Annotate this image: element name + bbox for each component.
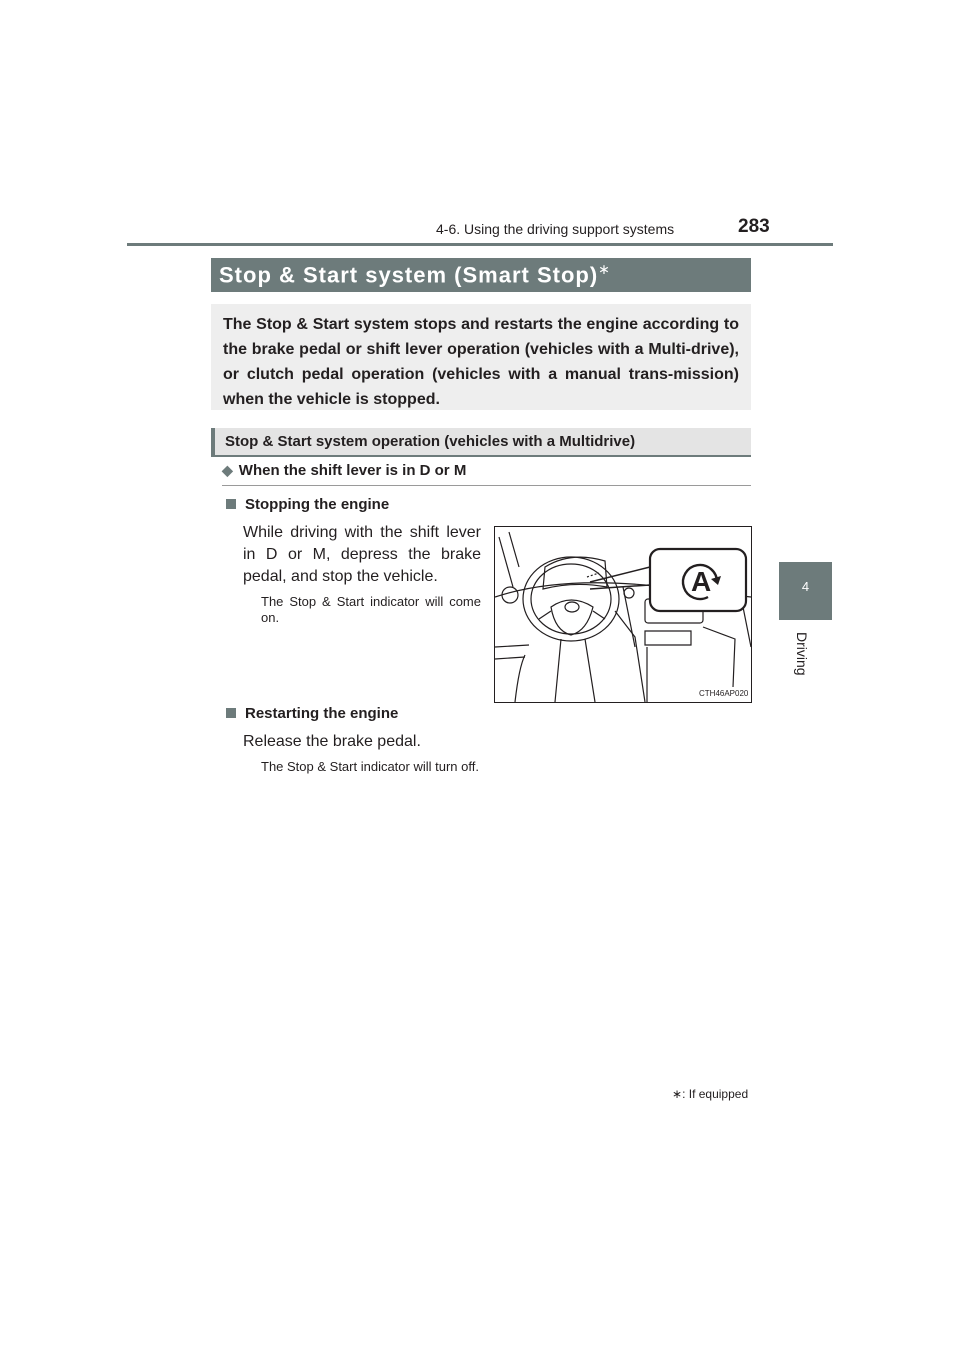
item-body-restarting: Release the brake pedal. xyxy=(243,733,421,750)
item-note-stopping: The Stop & Start indicator will come on. xyxy=(261,594,481,625)
page-title xyxy=(219,261,611,288)
item-heading-text: Stopping the engine xyxy=(245,496,390,513)
callout-label: A xyxy=(691,566,712,597)
page-number: 283 xyxy=(738,216,770,237)
chapter-number: 4 xyxy=(801,579,810,594)
square-bullet-icon xyxy=(226,708,236,718)
section-heading: Stop & Start system operation (vehicles with a Multidrive) xyxy=(225,433,636,450)
figure-code: CTH46AP020 xyxy=(699,689,749,698)
square-bullet-icon xyxy=(226,499,236,509)
diamond-icon: ◆ xyxy=(222,462,233,478)
page-title-text: Stop & Start system (Smart Stop) xyxy=(219,262,599,288)
header-rule xyxy=(127,243,833,246)
subheading xyxy=(222,462,466,479)
intro-text: The Stop & Start system stops and restarts the engine according to the brake pedal or shift lever operation (vehicles with a Multi-drive), or clutch pedal operation (vehicles with a manual trans-mission) when the vehicle is stopped. xyxy=(223,316,739,408)
footnote-text: : If equipped xyxy=(682,1087,749,1101)
subheading-text: When the shift lever is in D or M xyxy=(238,462,467,479)
subheading-rule xyxy=(222,485,751,486)
section-heading-bar xyxy=(211,428,751,457)
chapter-name: Driving xyxy=(794,632,810,676)
dashboard-drawing xyxy=(495,527,751,702)
item-heading-text: Restarting the engine xyxy=(245,705,399,722)
dashboard-illustration xyxy=(494,526,752,703)
page-title-bar xyxy=(211,258,751,292)
header-section-title: 4-6. Using the driving support systems xyxy=(436,221,675,237)
footnote-mark: ∗ xyxy=(672,1087,683,1101)
item-note-restarting: The Stop & Start indicator will turn off. xyxy=(261,759,479,774)
footnote xyxy=(672,1087,748,1101)
item-body-stopping: While driving with the shift lever in D or M, depress the brake pedal, and stop the vehicle. xyxy=(243,524,481,585)
if-equipped-mark: ∗ xyxy=(598,261,611,277)
intro-box xyxy=(211,304,751,410)
item-heading-stopping xyxy=(226,496,389,513)
chapter-tab xyxy=(779,562,832,620)
section-accent xyxy=(211,428,215,455)
item-heading-restarting xyxy=(226,705,398,722)
